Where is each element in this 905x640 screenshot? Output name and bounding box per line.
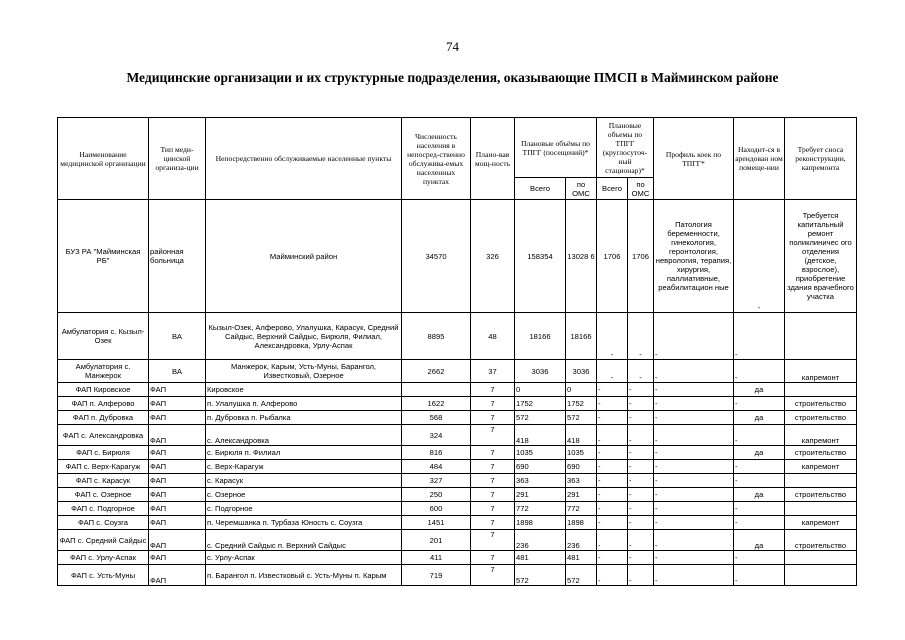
cell-stay-oms: - [628,502,654,516]
cell-rented: да [734,446,785,460]
header-planned-visits: Плановые объёмы по ТПГГ (посещений)* [515,118,597,178]
table-row [58,551,857,565]
cell-type: ФАП [149,383,206,397]
cell-stay-oms: - [628,313,654,360]
cell-repair: капремонт [785,425,857,446]
cell-type: ФАП [149,551,206,565]
header-stay-oms: по ОМС [628,178,654,200]
cell-capacity: 7 [471,411,515,425]
cell-repair: капремонт [785,460,857,474]
cell-population: 484 [402,460,471,474]
table-body [58,200,857,586]
table-row [58,411,857,425]
cell-name: Амбулатория с. Манжерок [58,360,149,383]
cell-stay-oms: - [628,474,654,488]
cell-profile: - [654,551,734,565]
cell-rented: - [734,313,785,360]
cell-name: ФАП п. Алферово [58,397,149,411]
cell-repair: строительство [785,530,857,551]
cell-name: ФАП с. Средний Сайдыс [58,530,149,551]
cell-settlements: Кировское [206,383,402,397]
cell-type: ФАП [149,460,206,474]
cell-settlements: Майминский район [206,200,402,313]
cell-visits-oms: 772 [566,502,597,516]
cell-repair: строительство [785,411,857,425]
table-row [58,460,857,474]
cell-population: 2662 [402,360,471,383]
cell-capacity: 7 [471,446,515,460]
table-row [58,313,857,360]
cell-profile: - [654,313,734,360]
cell-rented: - [734,565,785,586]
cell-name: БУЗ РА "Майминская РБ" [58,200,149,313]
cell-population: 600 [402,502,471,516]
cell-population: 1451 [402,516,471,530]
cell-capacity: 7 [471,474,515,488]
header-population: Численность населения в непосред-ственно обслужива-емых населенных пунктах [402,118,471,200]
cell-rented: - [734,502,785,516]
cell-type: ВА [149,313,206,360]
cell-population: 34570 [402,200,471,313]
cell-rented: да [734,411,785,425]
header-type: Тип меди-цинской организа-ции [149,118,206,200]
header-planned-stay: Плановые объемы по ТПГГ (круглосуточ-ный стационар)* [597,118,654,178]
page-number: 74 [446,39,459,54]
cell-repair [785,502,857,516]
cell-stay-total: - [597,383,628,397]
cell-stay-total: - [597,460,628,474]
cell-visits-oms: 291 [566,488,597,502]
cell-population: 568 [402,411,471,425]
cell-profile: - [654,502,734,516]
table-row [58,488,857,502]
cell-stay-oms: - [628,460,654,474]
cell-capacity: 7 [471,551,515,565]
cell-population: 411 [402,551,471,565]
cell-settlements: с. Урлу-Аспак [206,551,402,565]
cell-visits-oms: 13028 6 [566,200,597,313]
cell-visits-total: 363 [515,474,566,488]
cell-profile: - [654,425,734,446]
cell-rented: - [734,474,785,488]
cell-stay-total: - [597,516,628,530]
cell-capacity: 37 [471,360,515,383]
cell-profile: - [654,383,734,397]
cell-settlements: с. Средний Сайдыс п. Верхний Сайдыс [206,530,402,551]
cell-visits-total: 0 [515,383,566,397]
document-title: Медицинские организации и их структурные подразделения, оказывающие ПМСП в Майминском районе [126,70,779,85]
cell-type: ФАП [149,397,206,411]
cell-settlements: Манжерок, Карым, Усть-Муны, Барангол, Известковый, Озерное [206,360,402,383]
table-row [58,565,857,586]
cell-visits-total: 572 [515,411,566,425]
cell-population: 719 [402,565,471,586]
cell-type: районная больница [149,200,206,313]
cell-profile: - [654,565,734,586]
cell-name: ФАП с. Александровка [58,425,149,446]
table-row [58,200,857,313]
cell-type: ВА [149,360,206,383]
cell-visits-oms: 572 [566,411,597,425]
cell-name: ФАП п. Дубровка [58,411,149,425]
cell-stay-oms: - [628,383,654,397]
cell-profile: - [654,360,734,383]
header-capacity: Плано-вая мощ-ность [471,118,515,200]
cell-stay-oms: - [628,446,654,460]
cell-profile: Патология беременности, гинекология, геронтология, неврология, терапия, хирургия, паллиативные, реабилитацион ные [654,200,734,313]
cell-settlements: с. Бирюля п. Филиал [206,446,402,460]
cell-stay-oms: - [628,530,654,551]
header-stay-total: Всего [597,178,628,200]
cell-stay-total: - [597,502,628,516]
cell-repair [785,551,857,565]
header-repair: Требует сноса реконструкции, капремонта [785,118,857,200]
cell-visits-oms: 572 [566,565,597,586]
cell-repair [785,383,857,397]
cell-name: ФАП с. Карасук [58,474,149,488]
cell-repair: капремонт [785,360,857,383]
header-visits-total: Всего [515,178,566,200]
cell-stay-total: 1706 [597,200,628,313]
cell-visits-total: 236 [515,530,566,551]
table-row [58,446,857,460]
cell-settlements: с. Александровка [206,425,402,446]
cell-settlements: Кызыл-Озек, Алферово, Улалушка, Карасук, Средний Сайдыс, Верхний Сайдыс, Бирюля, Филиал, Александровка, Урлу-Аспак [206,313,402,360]
cell-repair: строительство [785,397,857,411]
cell-visits-oms: 3036 [566,360,597,383]
cell-rented: - [734,360,785,383]
cell-type: ФАП [149,516,206,530]
cell-stay-oms: 1706 [628,200,654,313]
cell-repair [785,474,857,488]
cell-repair: строительство [785,488,857,502]
cell-rented: - [734,516,785,530]
cell-type: ФАП [149,502,206,516]
cell-name: ФАП с. Соузга [58,516,149,530]
cell-profile: - [654,460,734,474]
cell-name: ФАП с. Урлу-Аспак [58,551,149,565]
cell-repair: капремонт [785,516,857,530]
cell-stay-total: - [597,446,628,460]
cell-visits-total: 690 [515,460,566,474]
cell-name: ФАП с. Верх-Карагуж [58,460,149,474]
cell-settlements: с. Озерное [206,488,402,502]
cell-type: ФАП [149,425,206,446]
cell-rented: да [734,530,785,551]
cell-profile: - [654,516,734,530]
cell-population [402,383,471,397]
cell-stay-total: - [597,397,628,411]
cell-visits-oms: 18166 [566,313,597,360]
cell-visits-oms: 363 [566,474,597,488]
cell-name: Амбулатория с. Кызыл-Озек [58,313,149,360]
table-row [58,502,857,516]
cell-stay-total: - [597,488,628,502]
cell-profile: - [654,397,734,411]
cell-rented: - [734,460,785,474]
cell-capacity: 7 [471,383,515,397]
cell-visits-oms: 690 [566,460,597,474]
table-header [58,118,857,200]
cell-visits-oms: 418 [566,425,597,446]
header-settlements: Непосредственно обслуживаемые населенные пункты [206,118,402,200]
cell-capacity: 7 [471,565,515,586]
cell-stay-oms: - [628,516,654,530]
cell-visits-oms: 0 [566,383,597,397]
cell-visits-total: 1898 [515,516,566,530]
cell-visits-total: 1035 [515,446,566,460]
cell-population: 327 [402,474,471,488]
cell-capacity: 7 [471,488,515,502]
cell-settlements: п. Барангол п. Известковый с. Усть-Муны п. Карым [206,565,402,586]
cell-population: 250 [402,488,471,502]
cell-capacity: 7 [471,425,515,446]
cell-name: ФАП с. Бирюля [58,446,149,460]
table-row [58,397,857,411]
cell-stay-oms: - [628,488,654,502]
cell-visits-total: 3036 [515,360,566,383]
cell-capacity: 7 [471,502,515,516]
cell-visits-total: 1752 [515,397,566,411]
cell-visits-total: 418 [515,425,566,446]
cell-type: ФАП [149,488,206,502]
cell-profile: - [654,446,734,460]
cell-stay-total: - [597,530,628,551]
header-name: Наименование медицинской организации [58,118,149,200]
organizations-table [57,117,857,586]
table-row [58,425,857,446]
cell-stay-total: - [597,360,628,383]
cell-visits-oms: 1035 [566,446,597,460]
cell-settlements: с. Подгорное [206,502,402,516]
table-row [58,360,857,383]
cell-visits-oms: 1752 [566,397,597,411]
cell-capacity: 7 [471,530,515,551]
header-visits-oms: по ОМС [566,178,597,200]
cell-type: ФАП [149,446,206,460]
cell-repair: Требуется капитальный ремонт поликлиничес ого отделения (детское, взрослое), приобретение здания врачебного участка [785,200,857,313]
cell-rented: - [734,200,785,313]
table-row [58,530,857,551]
cell-population: 201 [402,530,471,551]
cell-name: ФАП с. Усть-Муны [58,565,149,586]
cell-profile: - [654,474,734,488]
header-rented: Находит-ся в арендован ном помеще-нии [734,118,785,200]
cell-capacity: 7 [471,397,515,411]
cell-type: ФАП [149,530,206,551]
cell-visits-oms: 1898 [566,516,597,530]
cell-capacity: 48 [471,313,515,360]
cell-profile: - [654,488,734,502]
table-row [58,383,857,397]
cell-name: ФАП с. Озерное [58,488,149,502]
cell-profile: - [654,411,734,425]
table-row [58,516,857,530]
cell-rented: - [734,397,785,411]
cell-stay-oms: - [628,551,654,565]
cell-visits-oms: 236 [566,530,597,551]
cell-population: 1622 [402,397,471,411]
cell-visits-total: 481 [515,551,566,565]
cell-type: ФАП [149,411,206,425]
cell-population: 8895 [402,313,471,360]
cell-visits-total: 18166 [515,313,566,360]
cell-capacity: 326 [471,200,515,313]
cell-stay-oms: - [628,411,654,425]
cell-capacity: 7 [471,516,515,530]
cell-stay-total: - [597,425,628,446]
cell-repair [785,313,857,360]
cell-visits-total: 772 [515,502,566,516]
cell-repair [785,565,857,586]
cell-stay-total: - [597,411,628,425]
cell-visits-total: 572 [515,565,566,586]
cell-stay-oms: - [628,565,654,586]
cell-stay-total: - [597,565,628,586]
table-row [58,474,857,488]
cell-capacity: 7 [471,460,515,474]
cell-stay-total: - [597,474,628,488]
cell-rented: - [734,551,785,565]
cell-population: 816 [402,446,471,460]
cell-settlements: с. Верх-Карагуж [206,460,402,474]
cell-name: ФАП с. Подгорное [58,502,149,516]
cell-rented: - [734,425,785,446]
cell-population: 324 [402,425,471,446]
cell-stay-total: - [597,313,628,360]
cell-name: ФАП Кировское [58,383,149,397]
cell-stay-oms: - [628,360,654,383]
cell-type: ФАП [149,565,206,586]
cell-settlements: п. Улалушка п. Алферово [206,397,402,411]
cell-rented: да [734,383,785,397]
cell-repair: строительство [785,446,857,460]
cell-settlements: с. Карасук [206,474,402,488]
cell-rented: да [734,488,785,502]
cell-type: ФАП [149,474,206,488]
cell-visits-total: 158354 [515,200,566,313]
cell-stay-oms: - [628,425,654,446]
cell-stay-total: - [597,551,628,565]
cell-visits-oms: 481 [566,551,597,565]
cell-visits-total: 291 [515,488,566,502]
cell-settlements: п. Черемшанка п. Турбаза Юность с. Соузга [206,516,402,530]
header-bed-profile: Профиль коек по ТПГГ* [654,118,734,200]
cell-settlements: п. Дубровка п. Рыбалка [206,411,402,425]
cell-stay-oms: - [628,397,654,411]
cell-profile: - [654,530,734,551]
